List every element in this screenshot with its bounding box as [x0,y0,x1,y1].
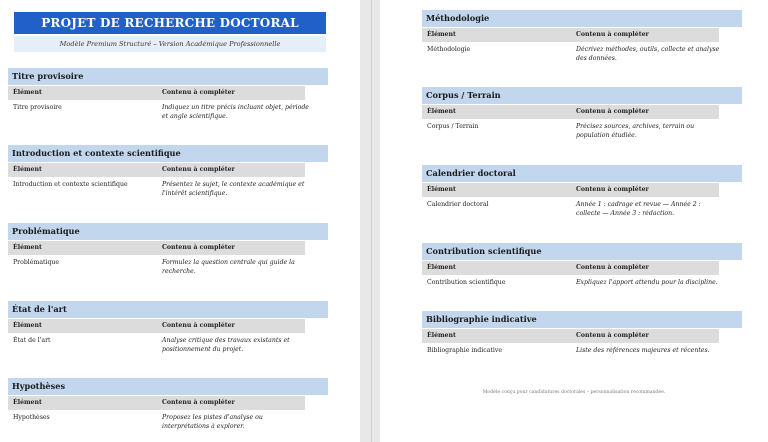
page-left [0,0,360,442]
row-element: Contribution scientifique [427,279,506,286]
column-header-row [8,86,305,100]
footer-note: Modèle conçu pour candidatures doctorales – personnalisation recommandée. [482,390,666,395]
row-content [162,180,304,198]
column-header-row [8,396,305,410]
section-heading: Problématique [8,223,328,240]
table-row [8,336,328,360]
section-etat-de-l-art [8,301,328,360]
section-introduction [8,145,328,204]
row-content-line2: l'intérêt scientifique. [162,190,228,197]
section-problematique [8,223,328,282]
section-heading: Méthodologie [422,10,742,27]
column-header-element: Élément [13,322,42,329]
section-heading: Bibliographie indicative [422,311,742,328]
row-element: Bibliographie indicative [427,347,503,354]
section-methodologie [422,10,742,69]
table-row [422,122,742,146]
row-content [162,336,290,354]
page-right [380,0,768,442]
row-content-line2: et angle scientifique. [162,113,228,120]
column-header-row [422,183,719,197]
row-element: Hypothèses [13,414,50,421]
row-element: Problématique [13,259,60,266]
row-content-line1: Formulez la question centrale qui guide la [162,259,295,266]
section-heading: Introduction et contexte scientifique [8,145,328,162]
column-header-row [8,241,305,255]
row-content [576,200,701,218]
row-content-line2: interprétations à explorer. [162,423,245,430]
table-row [422,346,742,370]
column-header-content: Contenu à compléter [162,244,235,251]
column-header-element: Élément [427,186,456,193]
column-header-element: Élément [13,244,42,251]
section-hypotheses [8,378,328,437]
column-header-row [422,105,719,119]
row-content-line1: Précisez sources, archives, terrain ou [576,123,695,130]
row-content-line1: Décrivez méthodes, outils, collecte et analyse [576,46,720,53]
row-content-line1: Expliquez l'apport attendu pour la discipline. [576,279,718,286]
document-title: PROJET DE RECHERCHE DOCTORAL [14,12,326,34]
column-header-element: Élément [427,108,456,115]
row-content-line1: Proposez les pistes d'analyse ou [162,414,263,421]
column-header-row [422,261,719,275]
row-element: Calendrier doctoral [427,201,489,208]
column-header-content: Contenu à compléter [162,322,235,329]
column-header-content: Contenu à compléter [576,108,649,115]
section-corpus-terrain [422,87,742,146]
column-header-content: Contenu à compléter [162,89,235,96]
table-row [8,258,328,282]
row-content [576,122,694,140]
table-row [422,278,742,302]
section-titre-provisoire [8,68,328,127]
column-header-element: Élément [427,31,456,38]
section-contribution-scientifique [422,243,742,302]
section-heading: Titre provisoire [8,68,328,85]
column-header-element: Élément [427,264,456,271]
row-content-line2: recherche. [162,268,196,275]
page-divider [371,0,372,442]
row-content-line1: Liste des références majeures et récentes. [576,347,710,354]
table-row [422,45,742,69]
column-header-row [8,319,305,333]
row-content-line2: collecte — Année 3 : rédaction. [576,210,675,217]
page-gutter [360,0,380,442]
row-element: Corpus / Terrain [427,123,479,130]
table-row [8,103,328,127]
section-bibliographie-indicative [422,311,742,370]
document-subtitle: Modèle Premium Structuré – Version Académique Professionnelle [14,36,326,52]
column-header-content: Contenu à compléter [576,186,649,193]
row-content-line1: Analyse critique des travaux existants et [162,337,290,344]
row-element: État de l'art [13,337,51,344]
table-row [8,413,328,437]
column-header-content: Contenu à compléter [162,166,235,173]
row-content [576,45,719,63]
row-content-line2: des données. [576,55,617,62]
row-element: Méthodologie [427,46,471,53]
column-header-row [422,329,719,343]
row-content-line1: Indiquez un titre précis incluant objet, période [162,104,309,111]
row-content [576,278,718,287]
column-header-content: Contenu à compléter [576,264,649,271]
column-header-row [422,28,719,42]
column-header-element: Élément [13,166,42,173]
row-element: Introduction et contexte scientifique [13,181,128,188]
column-header-content: Contenu à compléter [576,31,649,38]
section-heading: État de l'art [8,301,328,318]
column-header-element: Élément [13,399,42,406]
row-content [162,258,295,276]
row-element: Titre provisoire [13,104,62,111]
table-row [422,200,742,224]
table-row [8,180,328,204]
row-content [162,413,263,431]
column-header-row [8,163,305,177]
row-content-line1: Année 1 : cadrage et revue — Année 2 : [576,201,701,208]
row-content-line2: positionnement du projet. [162,346,244,353]
section-heading: Contribution scientifique [422,243,742,260]
row-content-line2: population étudiée. [576,132,637,139]
row-content-line1: Présentez le sujet, le contexte académique et [162,181,305,188]
section-heading: Corpus / Terrain [422,87,742,104]
row-content [576,346,710,355]
column-header-element: Élément [13,89,42,96]
section-calendrier-doctoral [422,165,742,224]
row-content [162,103,309,121]
section-heading: Calendrier doctoral [422,165,742,182]
section-heading: Hypothèses [8,378,328,395]
column-header-element: Élément [427,332,456,339]
column-header-content: Contenu à compléter [162,399,235,406]
column-header-content: Contenu à compléter [576,332,649,339]
